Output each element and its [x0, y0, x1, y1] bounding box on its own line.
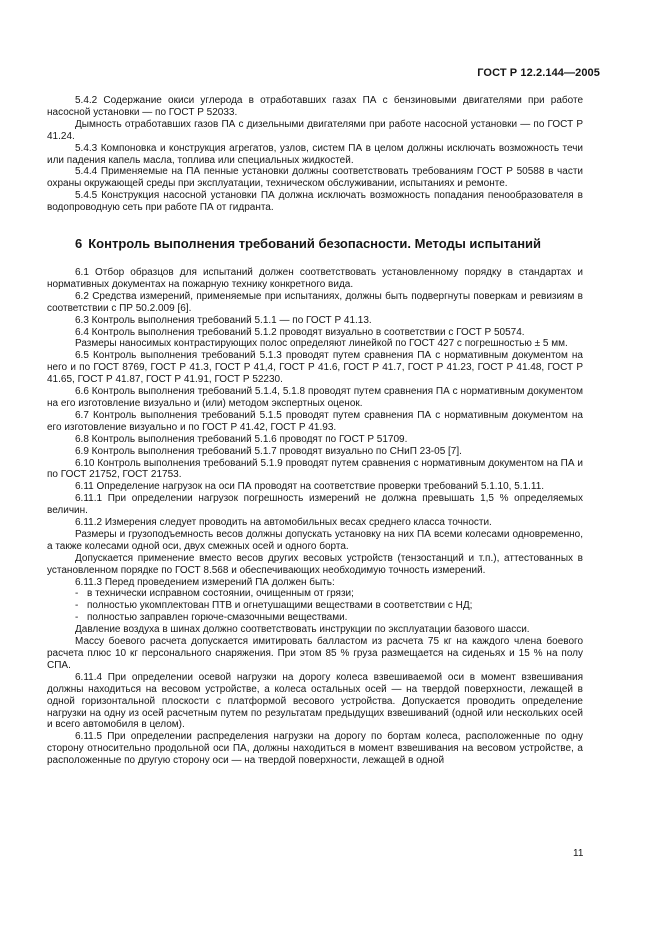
section-number: 6	[75, 236, 83, 251]
paragraph: 6.9 Контроль выполнения требований 5.1.7 проводят визуально по СНиП 23-05 [7].	[75, 445, 462, 457]
section-title-text: Контроль выполнения требований безопасности. Методы испытаний	[88, 236, 542, 251]
paragraph: 6.11.1 При определении нагрузок погрешность измерений не должна превышать 1,5 % определяемых величин.	[47, 493, 583, 517]
paragraph: Размеры наносимых контрастирующих полос определяют линейкой по ГОСТ 427 с погрешностью ± 5 мм.	[75, 338, 568, 350]
paragraph: 6.11 Определение нагрузок на оси ПА проводят на соответствие проверки требований 5.1.10, 5.1.11.	[75, 481, 545, 493]
paragraph: Размеры и грузоподъемность весов должны допускать установку на них ПА всеми колесами одновременно, а также колесами одной оси, двух смежных осей и одного борта.	[47, 528, 583, 552]
paragraph: Допускается применение вместо весов других весовых устройств (тензостанций и т.п.), аттестованных в установленном порядке по ГОСТ 8.568 и обеспечивающих необходимую точность измерений.	[47, 552, 583, 576]
paragraph: 6.11.5 При определении распределения нагрузки на дорогу по бортам колеса, расположенные по одну сторону относительно продольной оси ПА, должны находиться в момент взвешивания на весовом устройстве, а расположенные по другую сторону оси — на твердой поверхности, лежащей в одной	[47, 731, 583, 767]
list-item: - в технически исправном состоянии, очищенным от грязи;	[75, 588, 354, 600]
paragraph: 5.4.4 Применяемые на ПА пенные установки должны соответствовать требованиям ГОСТ Р 50588 в части охраны окружающей среды при эксплуатации, техническом обслуживании, испытаниях и ремонте.	[47, 166, 583, 190]
paragraph: 6.2 Средства измерений, применяемые при испытаниях, должны быть подвергнуты поверкам и ревизиям в соответствии с ПР 50.2.009 [6].	[47, 290, 583, 314]
paragraph: Дымность отработавших газов ПА с дизельными двигателями при работе насосной установки — по ГОСТ Р 41.24.	[47, 118, 583, 142]
section-6-text	[47, 267, 583, 767]
list-item: - полностью укомплектован ПТВ и огнетушащими веществами в соответствии с НД;	[75, 600, 473, 612]
paragraph: 6.10 Контроль выполнения требований 5.1.9 проводят путем сравнения с нормативным документом на ПА и по ГОСТ 21752, ГОСТ 21753.	[47, 457, 583, 481]
paragraph: 6.3 Контроль выполнения требований 5.1.1 — по ГОСТ Р 41.13.	[75, 314, 372, 326]
document-header: ГОСТ Р 12.2.144—2005	[477, 67, 600, 79]
paragraph: 5.4.5 Конструкция насосной установки ПА должна исключать возможность попадания пенообразователя в водопроводную сеть при работе ПА от гидранта.	[47, 190, 583, 214]
paragraph: 6.4 Контроль выполнения требований 5.1.2 проводят визуально в соответствии с ГОСТ Р 50574.	[75, 326, 525, 338]
paragraph: 6.6 Контроль выполнения требований 5.1.4, 5.1.8 проводят путем сравнения ПА с нормативным документом на его изготовление визуально и (или) методом экспертных оценок.	[47, 386, 583, 409]
bullet-dash: -	[75, 612, 79, 624]
paragraph: 5.4.3 Компоновка и конструкция агрегатов, узлов, систем ПА в целом должны исключать возможность течи или падения капель масла, топлива или специальных жидкостей.	[47, 142, 583, 166]
bullet-dash: -	[75, 600, 79, 612]
bullet-dash: -	[75, 588, 79, 600]
paragraph: 6.7 Контроль выполнения требований 5.1.5 проводят путем сравнения ПА с нормативным документом на его изготовление визуально и по ГОСТ Р 41.42, ГОСТ Р 41.93.	[47, 409, 583, 433]
paragraph: 6.8 Контроль выполнения требований 5.1.6 проводят по ГОСТ Р 51709.	[75, 433, 408, 445]
section-5-4-text	[47, 95, 583, 214]
paragraph: 6.11.4 При определении осевой нагрузки на дорогу колеса взвешиваемой оси в момент взвешивания должны находиться на весовом устройстве, а колеса остальных осей — на твердой поверхности, лежащей в одной горизонтальной плоскости с платформой весового устройства. Допускается проводить определение нагрузки на одну из осей расчетным путем по результатам предыдущих взвешиваний (одной или нескольких осей и всего автомобиля в целом).	[47, 671, 583, 731]
paragraph: 6.1 Отбор образцов для испытаний должен соответствовать установленному порядку в стандартах и нормативных документах на пожарную технику конкретного вида.	[47, 267, 583, 290]
page-number: 11	[573, 848, 584, 859]
section-heading	[75, 236, 541, 251]
paragraph: 6.11.3 Перед проведением измерений ПА должен быть:	[75, 576, 335, 588]
paragraph: 6.11.2 Измерения следует проводить на автомобильных весах среднего класса точности.	[75, 517, 492, 529]
paragraph: 6.5 Контроль выполнения требований 5.1.3 проводят путем сравнения ПА с нормативным документом на него и по ГОСТ 8769, ГОСТ Р 41.3, ГОСТ Р 41,4, ГОСТ Р 41.6, ГОСТ Р 41.7, ГОСТ Р 41.23, ГОСТ Р 41.48, ГОСТ Р 41.65, ГОСТ Р 41.87, ГОСТ Р 41.91, ГОСТ Р 52230.	[47, 350, 583, 386]
paragraph: 5.4.2 Содержание окиси углерода в отработавших газах ПА с бензиновыми двигателями при работе насосной установки — по ГОСТ Р 52033.	[47, 95, 583, 118]
paragraph: Давление воздуха в шинах должно соответствовать инструкции по эксплуатации базового шасси.	[75, 624, 530, 636]
paragraph: Массу боевого расчета допускается имитировать балластом из расчета 75 кг на каждого члена боевого расчета плюс 10 кг персонального снаряжения. При этом 85 % груза размещается на сиденьях и 15 % на полу СПА.	[47, 636, 583, 671]
list-item: - полностью заправлен горюче-смазочными веществами.	[75, 612, 348, 624]
